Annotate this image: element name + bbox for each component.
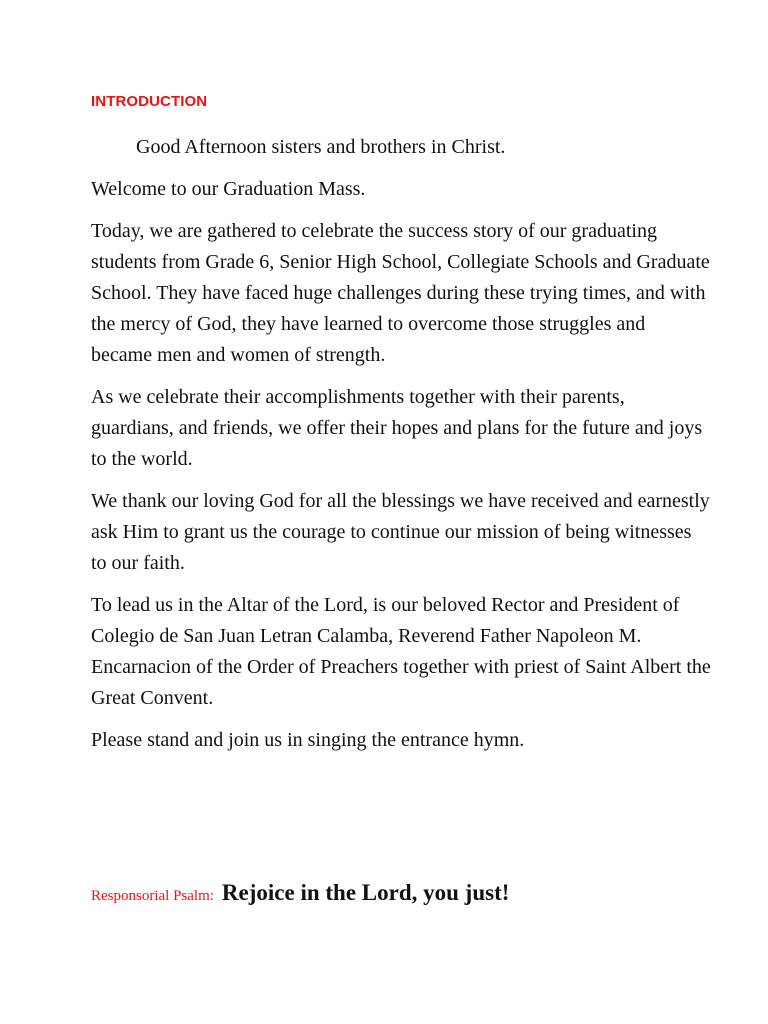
paragraph-presider: To lead us in the Altar of the Lord, is our beloved Rector and President of Colegio de San Juan Letran Calamba, Reverend Father Napoleon M. Encarnacion of the Order of Preachers together with priest of Saint Albert the Great Convent. (91, 594, 711, 709)
section-heading: INTRODUCTION (91, 93, 208, 110)
paragraph-thanks: We thank our loving God for all the blessings we have received and earnestly ask Him to grant us the courage to continue our mission of being witnesses to our faith. (91, 490, 710, 574)
body-text (91, 132, 711, 767)
paragraph-celebration: Today, we are gathered to celebrate the success story of our graduating students from Grade 6, Senior High School, Collegiate Schools and Graduate School. They have faced huge challenges during these trying times, and with the mercy of God, they have learned to overcome those struggles and became men and women of strength. (91, 220, 710, 366)
psalm-response: Rejoice in the Lord, you just! (221, 880, 510, 905)
paragraph-accomplishments: As we celebrate their accomplishments together with their parents, guardians, and friends, we offer their hopes and plans for the future and joys to the world. (91, 386, 703, 470)
paragraph-welcome: Welcome to our Graduation Mass. (91, 178, 366, 200)
psalm-label: Responsorial Psalm: (91, 888, 214, 904)
paragraph-entrance-hymn: Please stand and join us in singing the entrance hymn. (91, 729, 525, 751)
paragraph-greeting: Good Afternoon sisters and brothers in Christ. (136, 136, 506, 158)
responsorial-psalm (91, 880, 509, 906)
